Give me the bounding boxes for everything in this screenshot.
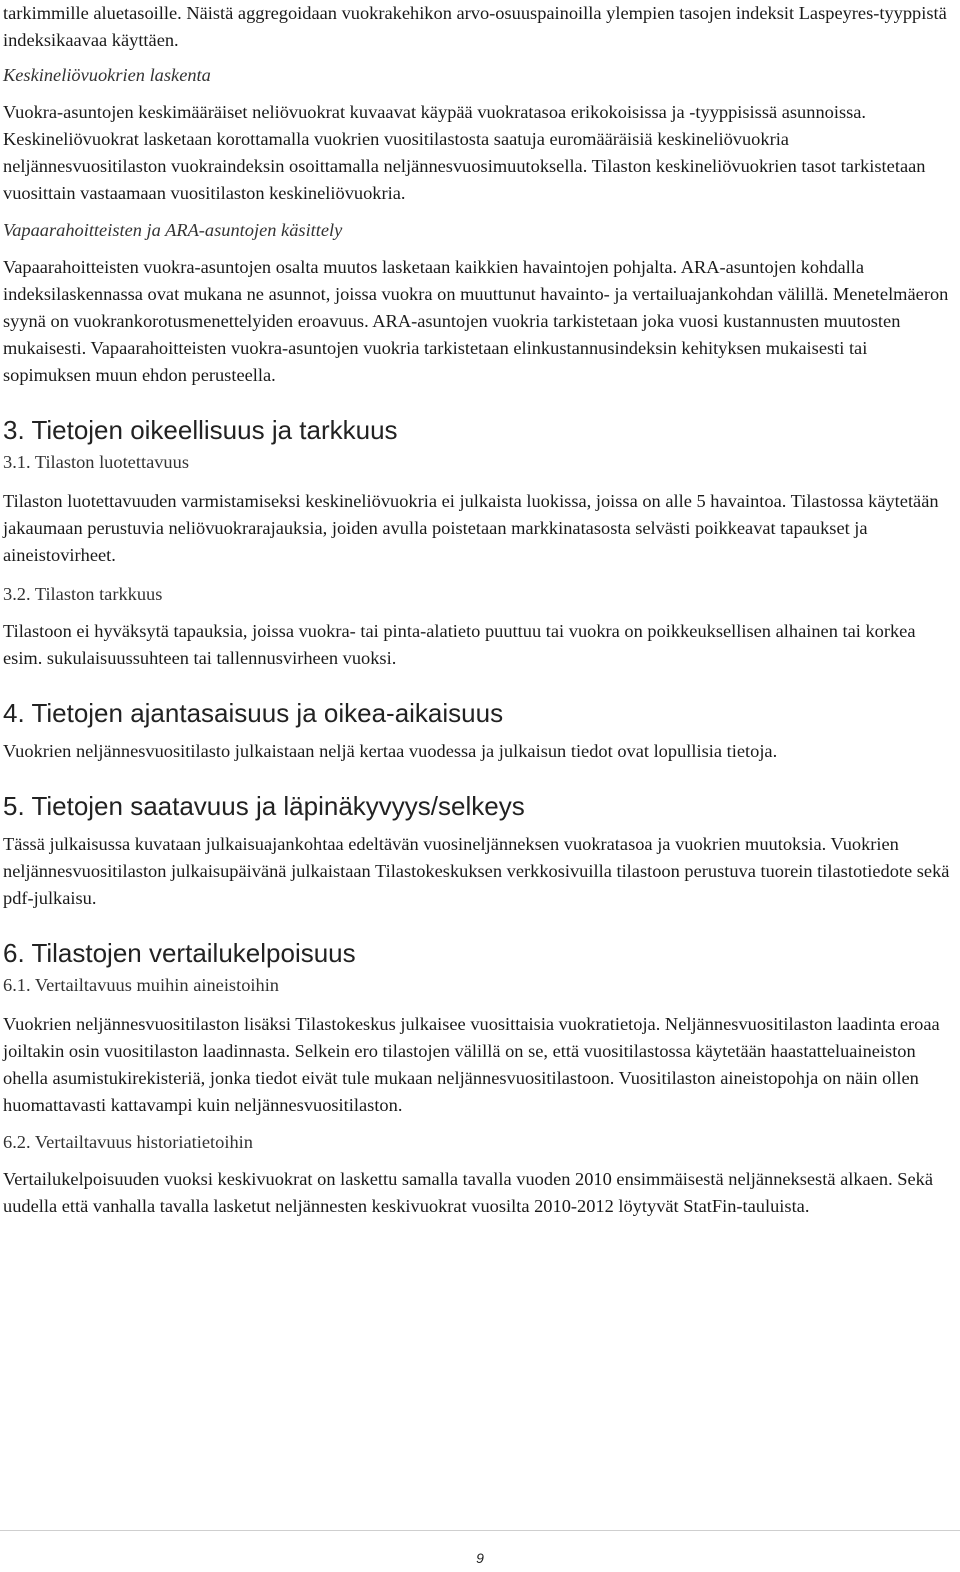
section-3-1-paragraph: Tilaston luotettavuuden varmistamiseksi keskineliövuokria ei julkaista luokissa, joissa on alle 5 havaintoa. Tilastossa käytetään jakaumaan perustuvia neliövuokrarajauksia, joiden avulla poistetaan markkinatasosta selvästi poikkeavat tapaukset ja aineistovirheet.: [3, 491, 939, 565]
section-4-paragraph: Vuokrien neljännesvuositilasto julkaistaan neljä kertaa vuodessa ja julkaisun tiedot ovat lopullisia tietoja.: [3, 741, 778, 761]
ara-heading: Vapaarahoitteisten ja ARA-asuntojen käsittely: [3, 220, 343, 240]
section-6-2-heading: 6.2. Vertailtavuus historiatietoihin: [3, 1132, 253, 1152]
section-6-title: 6. Tilastojen vertailukelpoisuus: [3, 938, 356, 968]
ara-paragraph: Vapaarahoitteisten vuokra-asuntojen osalta muutos lasketaan kaikkien havaintojen pohjalta. ARA-asuntojen kohdalla indeksilaskennassa ovat mukana ne asunnot, joissa vuokra on muuttunut havainto- ja vertailuajankohdan välillä. Menetelmäeron syynä on vuokrankorotusmenettelyiden eroavuus. ARA-asuntojen vuokria tarkistetaan joka vuosi kustannusten muutosten mukaisesti. Vapaarahoitteisten vuokra-asuntojen vuokria tarkistetaan elinkustannusindeksin kehityksen mukaisesti tai sopimuksen muun ehdon perusteella.: [3, 257, 949, 385]
page-number: 9: [476, 1550, 484, 1566]
section-3-2-paragraph: Tilastoon ei hyväksytä tapauksia, joissa vuokra- tai pinta-alatieto puuttuu tai vuokra on poikkeuksellisen alhainen tai korkea esim. sukulaisuussuhteen tai tallennusvirheen vuoksi.: [3, 621, 916, 668]
section-6-1-heading: 6.1. Vertailtavuus muihin aineistoihin: [3, 975, 280, 995]
intro-paragraph: tarkimmille aluetasoille. Näistä aggregoidaan vuokrakehikon arvo-osuuspainoilla ylempien tasojen indeksit Laspeyres-tyyppistä indeksikaavaa käyttäen.: [3, 3, 947, 50]
section-3-title: 3. Tietojen oikeellisuus ja tarkkuus: [3, 415, 398, 445]
section-3-1-heading: 3.1. Tilaston luotettavuus: [3, 452, 189, 472]
section-4-title: 4. Tietojen ajantasaisuus ja oikea-aikaisuus: [3, 698, 504, 728]
average-rent-paragraph: Vuokra-asuntojen keskimääräiset neliövuokrat kuvaavat käypää vuokratasoa erikokoisissa ja -tyyppisissä asunnoissa. Keskineliövuokrat lasketaan korottamalla vuokrien vuositilastosta saatuja euromääräisiä keskineliövuokria neljännesvuositilaston vuokraindeksin osoittamalla neljännesvuosimuutoksella. Tilaston keskineliövuokrien tasot tarkistetaan vuosittain vastaamaan vuositilaston keskineliövuokria.: [3, 102, 926, 203]
footer-divider: [0, 1530, 960, 1531]
document-page: [3, 0, 955, 1220]
section-6-1-paragraph: Vuokrien neljännesvuositilaston lisäksi Tilastokeskus julkaisee vuosittaisia vuokratietoja. Neljännesvuositilaston laadinta eroaa joiltakin osin vuositilaston laadinnasta. Selkein ero tilastojen välillä on se, että vuositilastossa käytetään haastatteluaineiston ohella asumistukirekisteriä, jonka tiedot eivät tule mukaan neljännesvuositilastoon. Vuositilaston aineistopohja on näin ollen huomattavasti kattavampi kuin neljännesvuositilaston.: [3, 1014, 940, 1115]
section-3-2-heading: 3.2. Tilaston tarkkuus: [3, 584, 163, 604]
section-5-paragraph: Tässä julkaisussa kuvataan julkaisuajankohtaa edeltävän vuosineljänneksen vuokratasoa ja vuokrien muutoksia. Vuokrien neljännesvuositilaston julkaisupäivänä julkaistaan Tilastokeskuksen verkkosivuilla tilastoon perustuva tuorein tilastotiedote sekä pdf-julkaisu.: [3, 834, 950, 908]
average-rent-heading: Keskineliövuokrien laskenta: [3, 65, 211, 85]
section-5-title: 5. Tietojen saatavuus ja läpinäkyvyys/selkeys: [3, 791, 525, 821]
section-6-2-paragraph: Vertailukelpoisuuden vuoksi keskivuokrat on laskettu samalla tavalla vuoden 2010 ensimmäisestä neljänneksestä alkaen. Sekä uudella että vanhalla tavalla lasketut neljännesten keskivuokrat vuosilta 2010-2012 löytyvät StatFin-tauluista.: [3, 1169, 934, 1216]
